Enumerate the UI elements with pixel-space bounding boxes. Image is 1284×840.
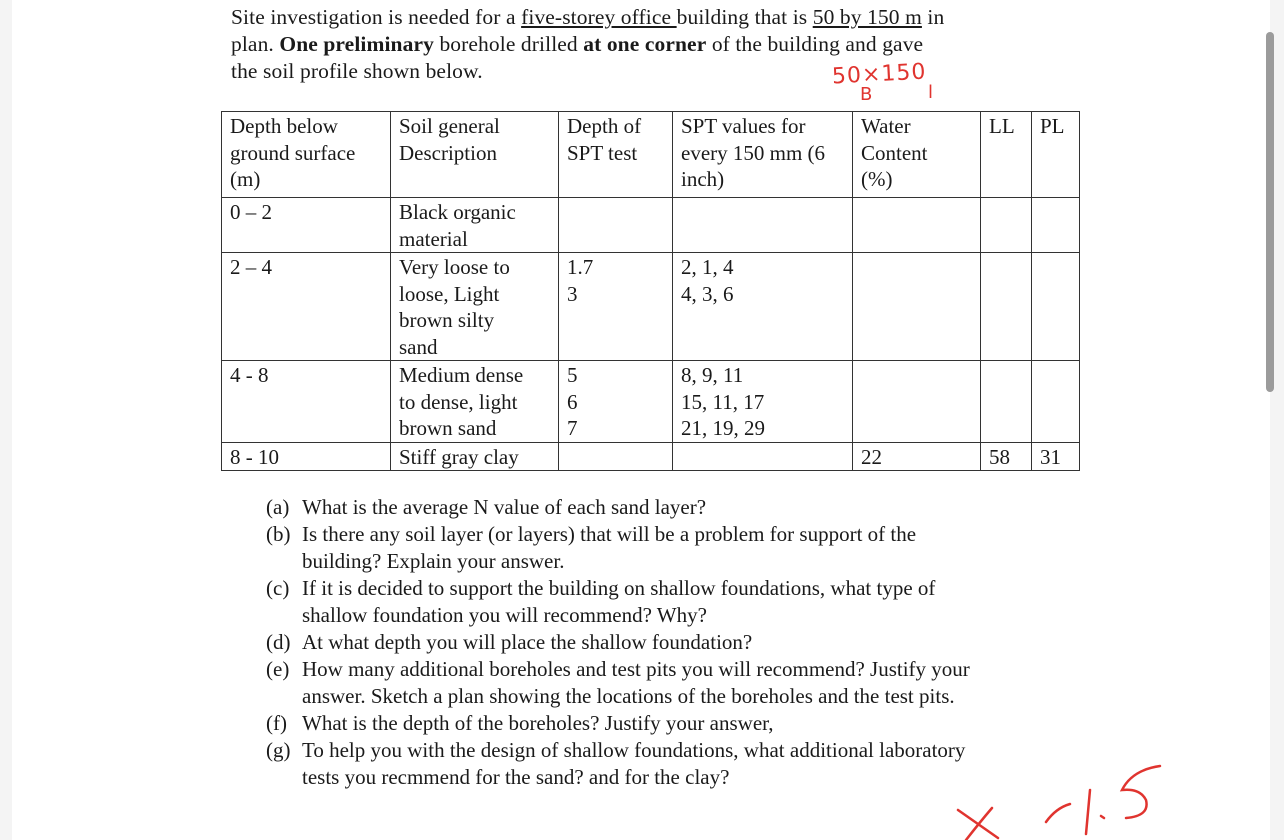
cell-spt-values: 8, 9, 11 15, 11, 17 21, 19, 29 xyxy=(673,361,853,443)
header-spt-depth: Depth of SPT test xyxy=(559,112,673,198)
question-item: (f) What is the depth of the boreholes? Justify your answer, xyxy=(266,711,774,735)
cell-depth: 2 – 4 xyxy=(222,253,391,361)
cell-ll: 58 xyxy=(981,442,1032,471)
intro-text: plan. xyxy=(231,32,280,56)
cell-soil: Very loose to loose, Light brown silty sand xyxy=(391,253,559,361)
intro-text: of the building and gave xyxy=(706,32,924,56)
intro-underlined-text: 50 by 150 m xyxy=(812,5,922,29)
question-item: (e) How many additional boreholes and test pits you will recommend? Justify your answer. Sketch a plan showing the locations of the boreholes and the test pits. xyxy=(266,657,970,708)
cell-spt-values: 2, 1, 4 4, 3, 6 xyxy=(673,253,853,361)
intro-text: building that is xyxy=(676,5,813,29)
cell-depth: 0 – 2 xyxy=(222,198,391,253)
cell-soil: Medium dense to dense, light brown sand xyxy=(391,361,559,443)
header-spt-values: SPT values for every 150 mm (6 inch) xyxy=(673,112,853,198)
cell-ll xyxy=(981,253,1032,361)
question-item: (a) What is the average N value of each sand layer? xyxy=(266,495,707,519)
table-row xyxy=(222,198,1080,253)
question-list xyxy=(266,494,996,791)
cell-ll xyxy=(981,198,1032,253)
cell-spt-values xyxy=(673,198,853,253)
header-soil: Soil general Description xyxy=(391,112,559,198)
scrollbar[interactable] xyxy=(1266,32,1274,402)
table-row xyxy=(222,442,1080,471)
cell-spt-depth xyxy=(559,442,673,471)
cell-depth: 8 - 10 xyxy=(222,442,391,471)
soil-profile-table xyxy=(221,111,1080,471)
header-pl: PL xyxy=(1032,112,1080,198)
header-ll: LL xyxy=(981,112,1032,198)
intro-bold-text: One preliminary xyxy=(279,32,434,56)
question-item: (b) Is there any soil layer (or layers) that will be a problem for support of the building? Explain your answer. xyxy=(266,522,917,573)
header-water-content: Water Content (%) xyxy=(853,112,981,198)
cell-pl: 31 xyxy=(1032,442,1080,471)
header-depth: Depth below ground surface (m) xyxy=(222,112,391,198)
handwritten-b: B xyxy=(860,84,873,105)
intro-text: in xyxy=(921,5,945,29)
cell-water xyxy=(853,253,981,361)
cell-spt-depth: 5 6 7 xyxy=(559,361,673,443)
question-item: (g) To help you with the design of shallow foundations, what additional laboratory tests you recmmend for the sand? and for the clay? xyxy=(266,738,966,789)
question-item: (d) At what depth you will place the shallow foundation? xyxy=(266,630,753,654)
cell-spt-depth xyxy=(559,198,673,253)
cell-pl xyxy=(1032,361,1080,443)
cell-pl xyxy=(1032,253,1080,361)
handwritten-l: l xyxy=(928,82,934,103)
intro-text: Site investigation is needed for a xyxy=(231,5,522,29)
intro-text: borehole drilled xyxy=(433,32,584,56)
cell-water: 22 xyxy=(853,442,981,471)
table-header-row xyxy=(222,112,1080,198)
intro-underlined-text: five-storey office xyxy=(521,5,677,29)
handwritten-dimensions: 50×150 xyxy=(831,59,928,90)
intro-bold-text: at one corner xyxy=(583,32,707,56)
intro-text: the soil profile shown below. xyxy=(231,59,483,83)
table-row xyxy=(222,253,1080,361)
cell-ll xyxy=(981,361,1032,443)
handwritten-grade-mark xyxy=(950,760,1170,840)
scrollbar-thumb[interactable] xyxy=(1266,32,1274,392)
cell-soil: Stiff gray clay xyxy=(391,442,559,471)
cell-water xyxy=(853,361,981,443)
cell-water xyxy=(853,198,981,253)
cell-pl xyxy=(1032,198,1080,253)
table-row xyxy=(222,361,1080,443)
question-item: (c) If it is decided to support the building on shallow foundations, what type of shallow foundation you will recommend? Why? xyxy=(266,576,936,627)
cell-spt-depth: 1.7 3 xyxy=(559,253,673,361)
cell-soil: Black organic material xyxy=(391,198,559,253)
cell-depth: 4 - 8 xyxy=(222,361,391,443)
cell-spt-values xyxy=(673,442,853,471)
